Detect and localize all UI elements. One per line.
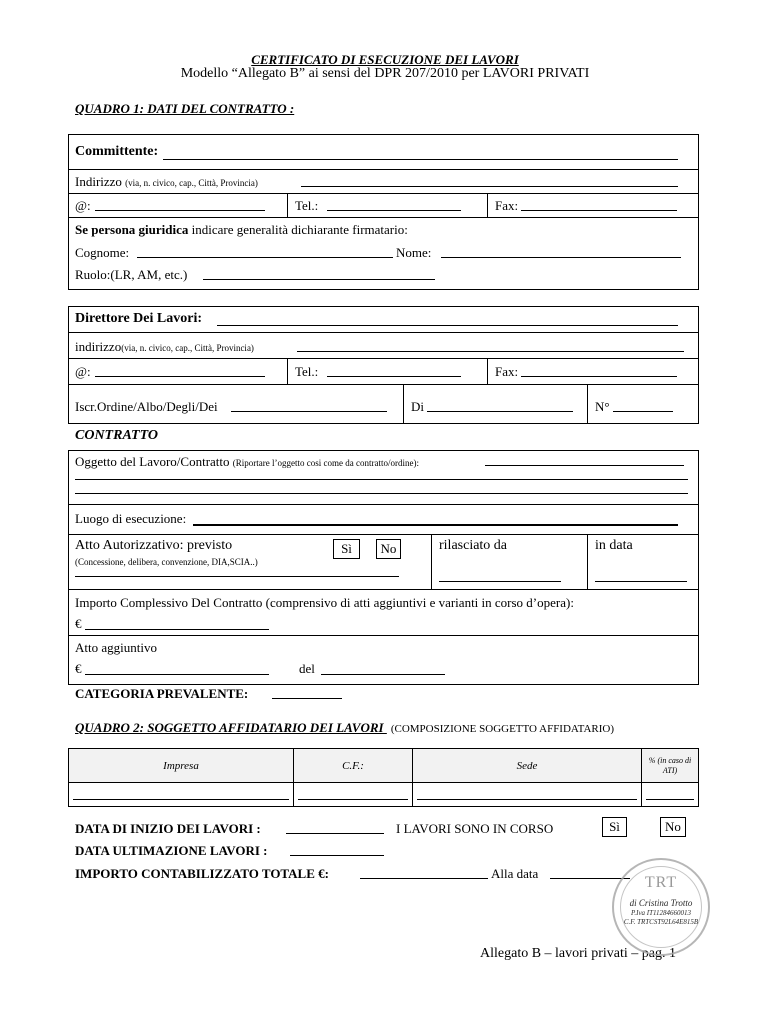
luogo-label: Luogo di esecuzione:: [75, 511, 187, 526]
stamp-piva: P.Iva IT11284660013: [630, 909, 692, 917]
iscr-label: Iscr.Ordine/Albo/Degli/Dei: [75, 399, 218, 414]
direttore-fax-input[interactable]: [521, 376, 677, 377]
contratto-heading: CONTRATTO: [75, 428, 158, 443]
data-inizio-input[interactable]: [286, 833, 384, 834]
committente-input[interactable]: [163, 159, 678, 160]
document-title: CERTIFICATO DI ESECUZIONE DEI LAVORI: [251, 52, 519, 67]
categoria-label: CATEGORIA PREVALENTE:: [75, 686, 249, 701]
in-data-input[interactable]: [595, 581, 687, 582]
dir-indirizzo-hint: (via, n. civico, cap., Città, Provincia): [121, 343, 254, 353]
importo-input[interactable]: [85, 629, 269, 630]
direttore-label: Direttore Dei Lavori:: [75, 311, 202, 326]
in-corso-label: I LAVORI SONO IN CORSO: [396, 821, 554, 836]
col-sede: Sede: [413, 749, 642, 783]
atto-no-checkbox[interactable]: No: [376, 539, 401, 559]
committente-email-input[interactable]: [95, 210, 265, 211]
col-impresa: Impresa: [69, 749, 294, 783]
direttore-tel-input[interactable]: [327, 376, 461, 377]
company-stamp: [612, 858, 710, 956]
page-footer: Allegato B – lavori privati – pag. 1: [480, 946, 676, 961]
ruolo-input[interactable]: [203, 279, 435, 280]
direttore-row: [69, 307, 698, 333]
oggetto-input-2[interactable]: [75, 479, 688, 480]
iscr-input[interactable]: [231, 411, 387, 412]
committente-indirizzo-row: [69, 170, 698, 194]
importo-totale-label: IMPORTO CONTABILIZZATO TOTALE €:: [75, 866, 329, 881]
table-row: [69, 783, 699, 807]
oggetto-hint: (Riportare l’oggetto cosi come da contratto/ordine):: [232, 458, 419, 468]
stamp-name: di Cristina Trotto: [629, 898, 693, 908]
committente-fax-input[interactable]: [521, 210, 677, 211]
email-label: @:: [75, 198, 91, 213]
committente-box: [68, 134, 699, 290]
di-input[interactable]: [427, 411, 573, 412]
rilasciato-label: rilasciato da: [439, 538, 508, 553]
in-corso-no-checkbox[interactable]: No: [660, 817, 686, 837]
col-percent: % (in caso di ATI): [642, 749, 699, 783]
giuridica-bold: Se persona giuridica: [75, 222, 189, 237]
giuridica-rest: indicare generalità dichiarante firmatario:: [188, 222, 408, 237]
luogo-input[interactable]: [193, 524, 678, 526]
di-label: Di: [411, 399, 424, 414]
rilasciato-input[interactable]: [439, 581, 561, 582]
atto-input[interactable]: [75, 576, 399, 577]
committente-giuridica-row: [69, 218, 698, 290]
importo-label: Importo Complessivo Del Contratto (comprensivo di atti aggiuntivi e varianti in corso d’opera):: [75, 595, 574, 610]
committente-indirizzo-input[interactable]: [301, 186, 678, 187]
oggetto-row: [69, 451, 698, 505]
atto-agg-label: Atto aggiuntivo: [75, 640, 157, 655]
importo-totale-input[interactable]: [360, 878, 488, 879]
del-label: del: [299, 661, 315, 676]
percent-cell[interactable]: [642, 783, 699, 807]
cf-cell[interactable]: [294, 783, 413, 807]
atto-agg-input[interactable]: [85, 674, 269, 675]
atto-agg-euro: €: [75, 661, 82, 676]
direttore-indirizzo-input[interactable]: [297, 351, 684, 352]
importo-row: [69, 590, 698, 636]
tel-label: Tel.:: [295, 198, 319, 213]
luogo-row: [69, 505, 698, 535]
document-subtitle: Modello “Allegato B” ai sensi del DPR 207/2010 per LAVORI PRIVATI: [180, 66, 590, 81]
indirizzo-hint: (via, n. civico, cap., Città, Provincia): [125, 178, 258, 188]
direttore-box: [68, 306, 699, 424]
sede-cell[interactable]: [413, 783, 642, 807]
oggetto-input-1[interactable]: [485, 465, 684, 466]
direttore-contact-row: [69, 359, 698, 385]
in-data-label: in data: [595, 538, 633, 553]
dir-fax-label: Fax:: [495, 364, 519, 379]
in-corso-si-checkbox[interactable]: Sì: [602, 817, 627, 837]
stamp-cf: C.F. TRTCST92L64E815B: [623, 918, 699, 926]
alla-data-label: Alla data: [491, 866, 539, 881]
nome-input[interactable]: [441, 257, 681, 258]
ruolo-label: Ruolo:(LR, AM, etc.): [75, 267, 188, 282]
direttore-input[interactable]: [217, 325, 678, 326]
atto-row: [69, 535, 698, 590]
quadro2-heading: QUADRO 2: SOGGETTO AFFIDATARIO DEI LAVORI: [75, 720, 387, 735]
atto-aggiuntivo-row: [69, 636, 698, 685]
data-ultimazione-label: DATA ULTIMAZIONE LAVORI :: [75, 843, 268, 858]
fax-label: Fax:: [495, 198, 519, 213]
stamp-logo: TRT: [644, 874, 678, 891]
n-label: N°: [595, 399, 610, 414]
table-header-row: [69, 749, 699, 783]
nome-label: Nome:: [396, 245, 432, 260]
indirizzo-label: Indirizzo: [75, 174, 122, 189]
direttore-iscr-row: [69, 385, 698, 424]
col-cf: C.F.:: [294, 749, 413, 783]
data-ultimazione-input[interactable]: [290, 855, 384, 856]
contratto-box: [68, 450, 699, 685]
n-input[interactable]: [613, 411, 673, 412]
quadro1-heading: QUADRO 1: DATI DEL CONTRATTO :: [75, 101, 295, 116]
cognome-input[interactable]: [137, 257, 393, 258]
committente-label: Committente:: [75, 144, 159, 159]
oggetto-input-3[interactable]: [75, 493, 688, 494]
atto-si-checkbox[interactable]: Sì: [333, 539, 360, 559]
direttore-indirizzo-row: [69, 333, 698, 359]
quadro2-note: (COMPOSIZIONE SOGGETTO AFFIDATARIO): [390, 723, 615, 735]
dir-tel-label: Tel.:: [295, 364, 319, 379]
dir-email-label: @:: [75, 364, 91, 379]
importo-euro: €: [75, 616, 82, 631]
atto-label: Atto Autorizzativo: previsto: [75, 538, 233, 553]
committente-contact-row: [69, 194, 698, 218]
oggetto-label: Oggetto del Lavoro/Contratto: [75, 454, 230, 469]
impresa-cell[interactable]: [69, 783, 294, 807]
dir-indirizzo-label: indirizzo: [75, 339, 122, 354]
categoria-input[interactable]: [272, 698, 342, 699]
committente-row: [69, 135, 698, 170]
del-input[interactable]: [321, 674, 445, 675]
direttore-email-input[interactable]: [95, 376, 265, 377]
cognome-label: Cognome:: [75, 245, 130, 260]
committente-tel-input[interactable]: [327, 210, 461, 211]
data-inizio-label: DATA DI INIZIO DEI LAVORI :: [75, 821, 261, 836]
affidatario-table: [68, 748, 699, 807]
atto-hint: (Concessione, delibera, convenzione, DIA,SCIA..): [75, 557, 258, 567]
